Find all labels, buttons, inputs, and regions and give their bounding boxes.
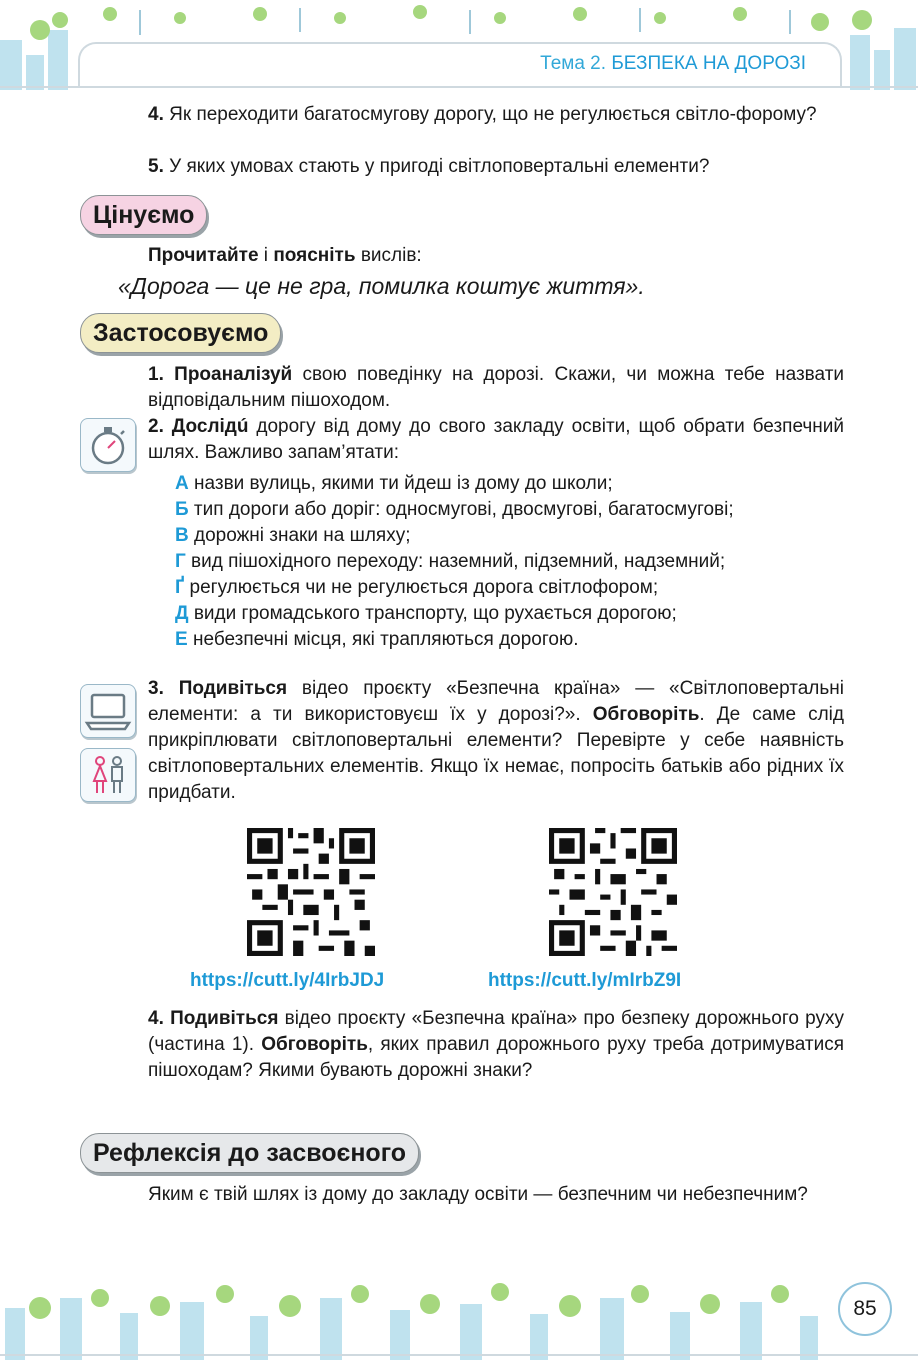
- question-4: 4. Як переходити багатосмугову дорогу, що не регулюється світло-форому?: [148, 104, 817, 125]
- video-link-1[interactable]: https://cutt.ly/4IrbJDJ: [190, 970, 385, 991]
- laptop-icon: [80, 684, 136, 738]
- section-title-value: Цінуємо: [80, 195, 207, 235]
- checklist: [175, 471, 855, 653]
- qr-code-2[interactable]: [549, 828, 677, 956]
- theme-title: БЕЗПЕКА НА ДОРОЗІ: [611, 53, 806, 74]
- running-header: [540, 53, 806, 75]
- task-2: 2. Дослідú дорогу від дому до свого закладу освіти, щоб обрати безпечний шлях. Важливо запам’ятати:: [148, 416, 844, 463]
- header-rule: [0, 86, 918, 88]
- list-item: Б тип дороги або доріг: односмугові, двосмугові, багатосмугові;: [175, 499, 734, 520]
- task-1: 1. Проаналізуй свою поведінку на дорозі. Скажи, чи можна тебе назвати відповідальним пішоходом.: [148, 364, 845, 411]
- value-instruction: Прочитайте і поясніть вислів:: [148, 245, 422, 266]
- stopwatch-icon: [80, 418, 136, 472]
- bottom-decor-band: [0, 1268, 918, 1360]
- section-title-apply: Застосовуємо: [80, 313, 281, 353]
- page-number: 85: [838, 1282, 892, 1336]
- video-link-2[interactable]: https://cutt.ly/mIrbZ9I: [488, 970, 682, 991]
- task-4: 4. Подивіться відео проєкту «Безпечна країна» про безпеку дорожнього руху (частина 1). Обговоріть, яких правил дорожнього руху треба дотримуватися пішоходам? Якими бувають дорожні знаки?: [148, 1008, 845, 1081]
- city-illustration-bottom: [0, 1268, 918, 1360]
- theme-label: Тема 2.: [540, 53, 607, 74]
- qr-code-1[interactable]: [247, 828, 375, 956]
- task-3: 3. Подивіться відео проєкту «Безпечна країна» — «Світлоповертальні елементи: а ти використовуєш їх у дорозі?». Обговоріть. Де саме слід прикріплювати світлоповертальні елементи? Перевірте у себе наявність світлоповертальних елементів. Якщо їх немає, попросіть батьків або рідних їх придбати.: [148, 678, 844, 803]
- value-quote: «Дорога — це не гра, помилка коштує життя».: [118, 273, 645, 299]
- list-item: Ґ регулюється чи не регулюється дорога світлофором;: [175, 577, 659, 598]
- parents-icon: [80, 748, 136, 802]
- list-item: В дорожні знаки на шляху;: [175, 525, 411, 546]
- section-title-reflection: Рефлексія до засвоєного: [80, 1133, 419, 1173]
- list-item: А назви вулиць, якими ти йдеш із дому до школи;: [175, 473, 613, 494]
- list-item: Г вид пішохідного переходу: наземний, підземний, надземний;: [175, 551, 726, 572]
- list-item: Е небезпечні місця, які трапляються дорогою.: [175, 629, 579, 650]
- list-item: Д види громадського транспорту, що рухається дорогою;: [175, 603, 677, 624]
- question-5: 5. У яких умовах стають у пригоді світлоповертальні елементи?: [148, 156, 710, 177]
- reflection-question: Яким є твій шлях із дому до закладу освіти — безпечним чи небезпечним?: [148, 1184, 808, 1205]
